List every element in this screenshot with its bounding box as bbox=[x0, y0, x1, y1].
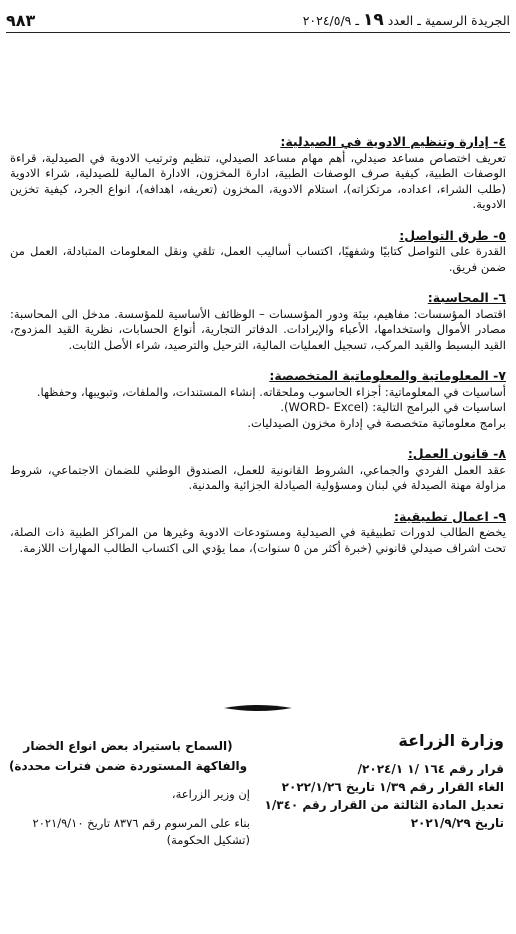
header-divider bbox=[6, 32, 510, 33]
page-number: ٩٨٣ bbox=[6, 11, 36, 30]
decree-line: بناء على المرسوم رقم ٨٣٧٦ تاريخ ٢٠٢١/٩/١٠ bbox=[32, 816, 250, 830]
section-heading: ٦- المحاسبة: bbox=[427, 290, 506, 305]
section-practical-work bbox=[10, 509, 506, 557]
paragraph: اساسيات في البرامج التالية: (WORD- Excel). bbox=[280, 400, 506, 414]
paragraph: أساسيات في المعلوماتية: أجزاء الحاسوب وملحقاته. إنشاء المستندات، والملفات، وتبويبها، وحفظها. bbox=[36, 384, 506, 399]
minister-line: إن وزير الزراعة، bbox=[171, 787, 250, 801]
section-accounting bbox=[10, 290, 506, 353]
section-body bbox=[10, 385, 506, 432]
decision-preamble bbox=[6, 736, 250, 849]
government-line: (تشكيل الحكومة) bbox=[166, 833, 250, 847]
ministry-name: وزارة الزراعة bbox=[398, 731, 504, 750]
section-body bbox=[10, 525, 506, 556]
section-heading: ٨- قانون العمل: bbox=[407, 446, 506, 461]
paragraph: اقتصاد المؤسسات: مفاهيم، بيئة ودور المؤسسات – الوظائف الأساسية للمؤسسة. مدخل الى المحاسبة: مصادر الأموال واستخدامها، الأعباء والإيرادات. الدفاتر التجارية، أنواع الحسابات، نظرية القيد المزدوج، القيد البسيط والقيد المركب، تسجيل العمليات المالية، الترحيل والترصيد، شراء الأصل الثابت. bbox=[10, 306, 506, 352]
decision-amendment: تعديل المادة الثالثة من القرار رقم ١/٣٤٠ bbox=[264, 798, 504, 812]
section-heading: ٧- المعلوماتية والمعلوماتية المتخصصة: bbox=[269, 368, 506, 383]
section-informatics bbox=[10, 368, 506, 431]
issue-number: ١٩ bbox=[363, 10, 384, 30]
curriculum-sections bbox=[10, 134, 506, 571]
section-body bbox=[10, 244, 506, 275]
section-pharmacy-management bbox=[10, 134, 506, 213]
section-heading: ٥- طرق التواصل: bbox=[399, 227, 506, 243]
gazette-title-prefix: الجريدة الرسمية ـ العدد bbox=[387, 13, 510, 28]
section-communication bbox=[10, 228, 506, 276]
decision-subject: (السماح باستيراد بعض انواع الخضار والفاكهة المستوردة ضمن فترات محددة) bbox=[8, 739, 248, 773]
decision-date: تاريخ ٢٠٢١/٩/٢٩ bbox=[410, 816, 504, 830]
decision-cancellation: الغاء القرار رقم ١/٣٩ تاريخ ٢٠٢٢/١/٢٦ bbox=[281, 780, 504, 794]
section-body bbox=[10, 463, 506, 494]
page-header bbox=[6, 6, 510, 30]
section-labor-law bbox=[10, 446, 506, 494]
paragraph: عقد العمل الفردي والجماعي، الشروط القانونية للعمل، الصندوق الوطني للضمان الاجتماعي، شروط مزاولة مهنة الصيدلة في لبنان ومسؤولية الصيادلة الجزائية والمدنية. bbox=[10, 462, 506, 492]
ministry-decision bbox=[259, 732, 504, 832]
paragraph: يخضع الطالب لدورات تطبيقية في الصيدلية ومستودعات الادوية وغيرها من المراكز الطبية ذات الصلة، تحت اشراف صيدلي قانوني (خبرة أكثر من ٥ سنوات)، مما يؤدي الى اكتساب الطالب المهارات اللازمة. bbox=[10, 525, 506, 555]
paragraph: برامج معلوماتية متخصصة في إدارة مخزون الصيدليات. bbox=[247, 415, 506, 430]
section-body bbox=[10, 307, 506, 354]
section-heading: ٤- إدارة وتنظيم الادوية في الصيدلية: bbox=[280, 134, 506, 149]
section-heading: ٩- اعمال تطبيقية: bbox=[393, 508, 506, 524]
paragraph: تعريف اختصاص مساعد صيدلي، أهم مهام مساعد الصيدلي، تنظيم وترتيب الادوية في الصيدلية، قراءة الوصفات الطبية، كيفية صرف الوصفات الطبية، ادارة المخزون، الادارة المالية للصيدلية، شراء الادوية (طلب الشراء، اعداده، مرتكزاته)، استلام الادوية، المخزون (تعريفه، اهدافه)، انواع الجرد، كيفية تخزين الادوية. bbox=[10, 150, 506, 211]
section-divider-ornament bbox=[224, 703, 292, 713]
paragraph: القدرة على التواصل كتابيًا وشفهيًا، اكتساب أساليب العمل، تلقي ونقل المعلومات المتبادلة، العمل من ضمن فريق. bbox=[10, 244, 506, 274]
gazette-date: ـ ٢٠٢٤/٥/٩ bbox=[302, 13, 360, 28]
section-body bbox=[10, 151, 506, 213]
gazette-title bbox=[303, 10, 510, 30]
decision-number: قرار رقم ١٦٤ /١ ٢٠٢٤/١/ bbox=[357, 762, 504, 776]
